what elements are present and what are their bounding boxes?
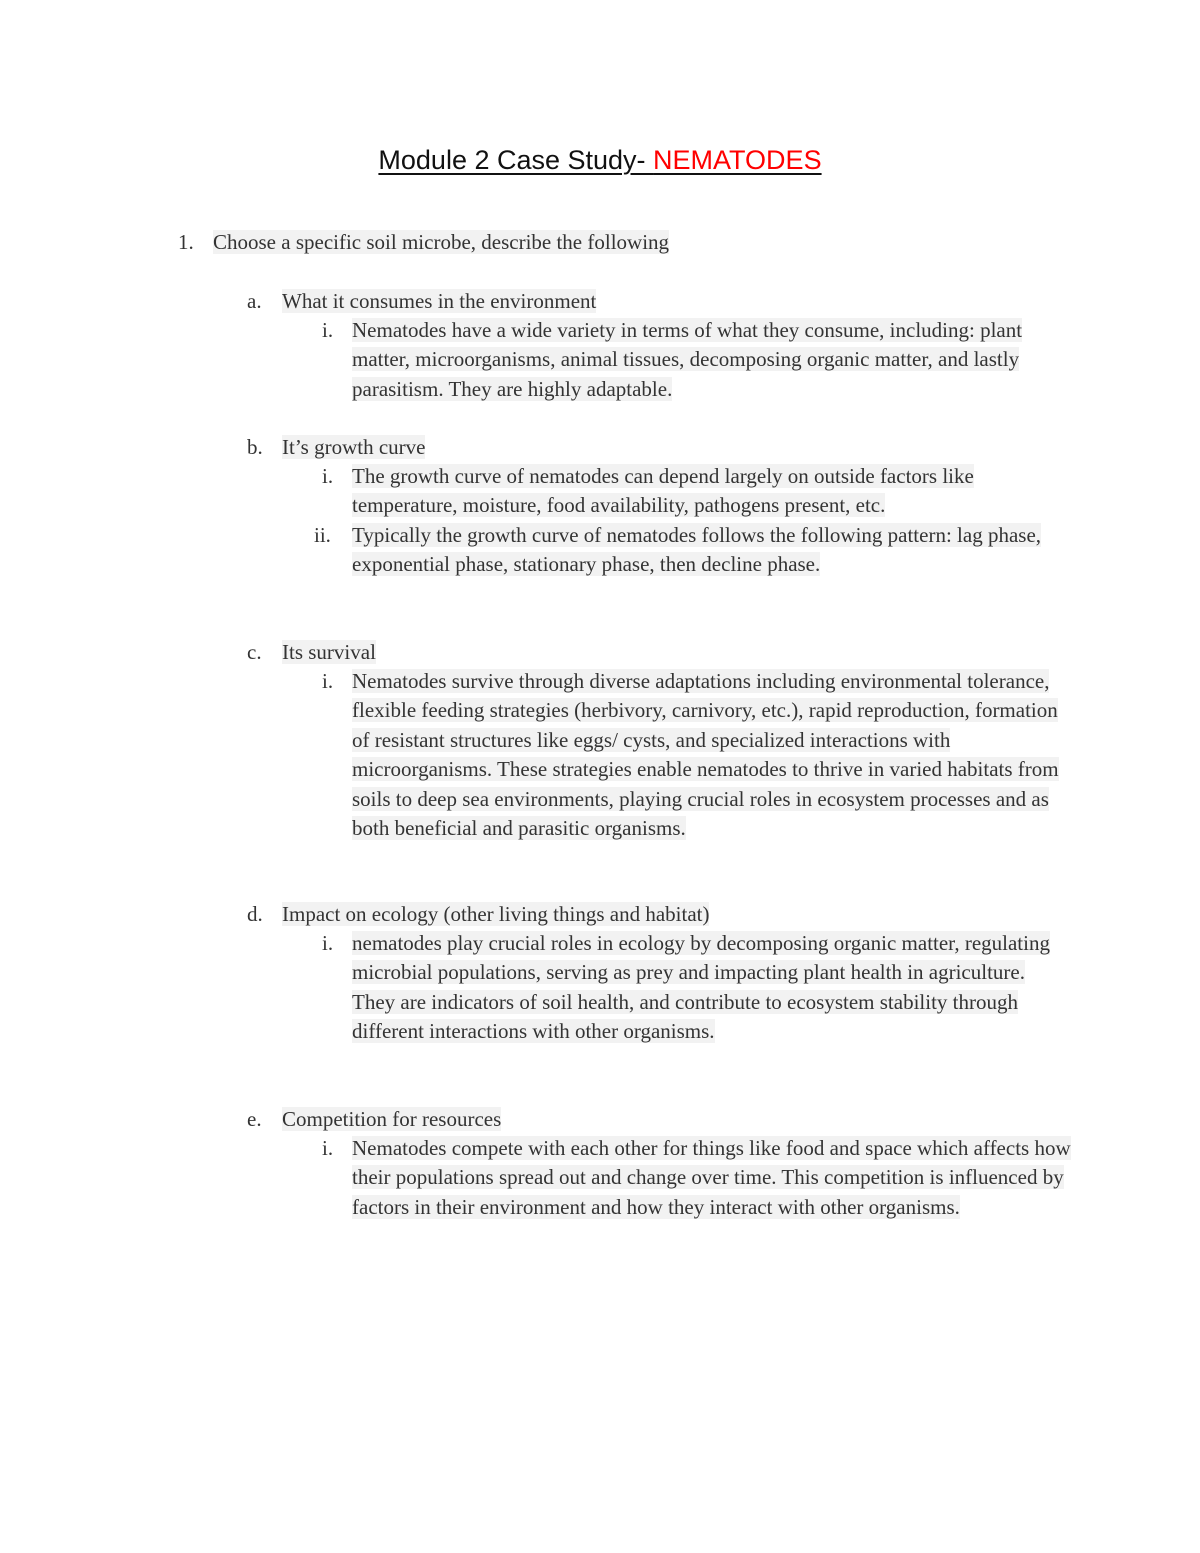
section-heading: Impact on ecology (other living things and habitat) xyxy=(282,902,710,926)
item-text: Nematodes have a wide variety in terms of what they consume, including: plant matter, microorganisms, animal tissues, decomposing organic matter, and lastly parasitism. They are highly adaptable. xyxy=(352,318,1023,401)
page-title xyxy=(0,142,1200,178)
section-letter: d. xyxy=(247,902,263,926)
item-text: Nematodes survive through diverse adaptations including environmental tolerance, flexible feeding strategies (herbivory, carnivory, etc.), rapid reproduction, formation of resistant structures like eggs/ cysts, and specialized interactions with microorganisms. These strategies enable nematodes to thrive in varied habitats from soils to deep sea environments, playing crucial roles in ecosystem processes and as both beneficial and parasitic organisms. xyxy=(352,669,1059,841)
section-letter: c. xyxy=(247,640,262,664)
section-heading: It’s growth curve xyxy=(282,435,426,459)
item-text: Typically the growth curve of nematodes follows the following pattern: lag phase, exponential phase, stationary phase, then decline phase. xyxy=(352,523,1042,577)
item-roman: i. xyxy=(322,318,334,342)
item-roman: i. xyxy=(322,669,334,693)
title-main: Module 2 Case Study- xyxy=(378,145,654,175)
item-roman: i. xyxy=(322,1136,334,1160)
item-text: nematodes play crucial roles in ecology by decomposing organic matter, regulating microbial populations, serving as prey and impacting plant health in agriculture. They are indicators of soil health, and contribute to ecosystem stability through different interactions with other organisms. xyxy=(352,931,1050,1044)
question-text: Choose a specific soil microbe, describe the following xyxy=(213,230,670,254)
section-heading: Competition for resources xyxy=(282,1107,502,1131)
section-heading: What it consumes in the environment xyxy=(282,289,597,313)
item-roman: i. xyxy=(322,931,334,955)
title-accent: NEMATODES xyxy=(653,145,822,175)
section-letter: e. xyxy=(247,1107,262,1131)
item-text: Nematodes compete with each other for things like food and space which affects how their populations spread out and change over time. This competition is influenced by factors in their environment and how they interact with other organisms. xyxy=(352,1136,1071,1219)
section-letter: b. xyxy=(247,435,263,459)
section-letter: a. xyxy=(247,289,262,313)
item-roman: ii. xyxy=(314,523,331,547)
question-number: 1. xyxy=(178,230,194,254)
item-roman: i. xyxy=(322,464,334,488)
item-text: The growth curve of nematodes can depend largely on outside factors like temperature, moisture, food availability, pathogens present, etc. xyxy=(352,464,974,518)
section-heading: Its survival xyxy=(282,640,376,664)
